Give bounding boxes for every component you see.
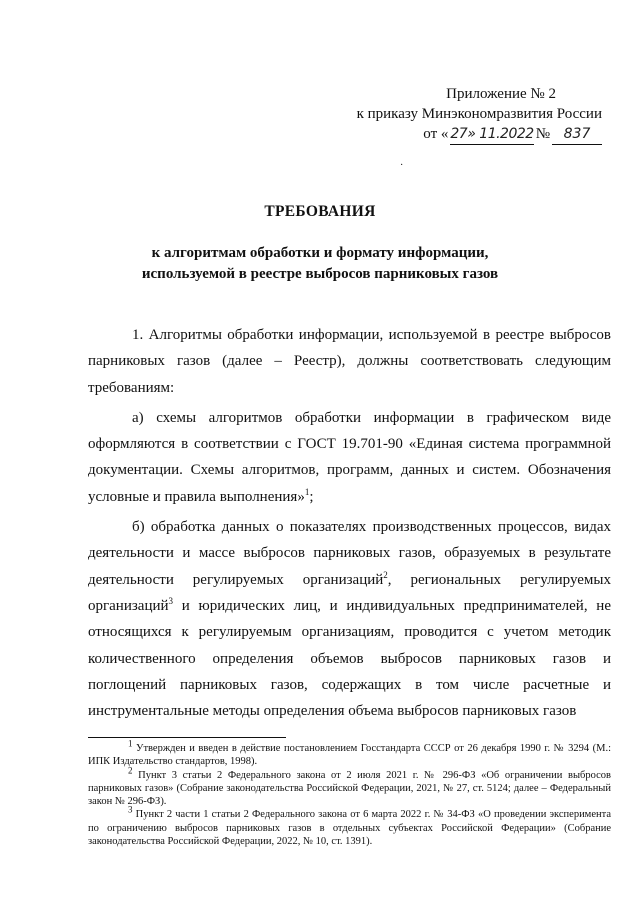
footnote-divider bbox=[88, 737, 286, 738]
paragraph-3: б) обработка данных о показателях производственных процессов, видах деятельности и массе выбросов парниковых газов, образуемых в результате деятельности регулируемых организаций$^2$, региональных регулируемых организаций$^3$ и юридических лиц, и индивидуальных предпринимателей, не относящихся к регулируемым организациям, проводится с учетом методик количественного определения объемов выбросов парниковых газов и поглощений парниковых газов, содержащих в том числе расчетные и инструментальные методы определения объема выбросов парниковых газов bbox=[88, 519, 611, 720]
handwritten-date: 27» 11.2022 bbox=[450, 124, 533, 145]
order-date-line bbox=[423, 124, 602, 145]
order-reference: к приказу Минэкономразвития России bbox=[356, 106, 602, 122]
document-title: ТРЕБОВАНИЯ bbox=[264, 203, 376, 220]
footnote-1: $^1$ Утвержден и введен в действие постановлением Госстандарта СССР от 26 декабря 1990 г. № 3294 (М.: ИПК Издательство стандартов, 1998). bbox=[88, 738, 611, 768]
document-subtitle bbox=[0, 243, 640, 285]
footnote-ref-1[interactable]: 1 bbox=[304, 486, 310, 497]
date-prefix: от « bbox=[423, 126, 449, 142]
number-label: № bbox=[535, 126, 550, 142]
stray-mark: · bbox=[400, 160, 404, 171]
paragraph-1: 1. Алгоритмы обработки информации, используемой в реестре выбросов парниковых газов (далее – Реестр), должны соответствовать следующим требованиям: bbox=[88, 327, 611, 396]
footnotes bbox=[88, 738, 611, 848]
appendix-header bbox=[357, 84, 602, 145]
subtitle-line-1: к алгоритмам обработки и формату информации, bbox=[151, 245, 489, 261]
footnote-2: $^2$ Пункт 3 статьи 2 Федерального закона от 2 июля 2021 г. № 296-ФЗ «Об ограничении выбросов парниковых газов» (Собрание законодательства Российской Федерации, 2021, № 27, ст. 5124; далее – Федеральный закон № 296-ФЗ). bbox=[88, 765, 611, 808]
handwritten-order-number: 837 bbox=[552, 124, 602, 145]
appendix-number: Приложение № 2 bbox=[446, 86, 556, 102]
footnote-3: $^3$ Пункт 2 части 1 статьи 2 Федерального закона от 6 марта 2022 г. № 34-ФЗ «О проведении эксперимента по ограничению выбросов парниковых газов в отдельных субъектах Российской Федерации» (Собрание законодательства Российской Федерации, 2022, № 10, ст. 1391). bbox=[88, 804, 611, 848]
body-text bbox=[88, 322, 611, 724]
paragraph-2: а) схемы алгоритмов обработки информации в графическом виде оформляются в соответствии с ГОСТ 19.701-90 «Единая система программной документации. Схемы алгоритмов, программ, данных и систем. Обозначения условные и правила выполнения»$^1$; bbox=[88, 409, 611, 505]
footnote-ref-2[interactable]: 2 bbox=[383, 569, 388, 580]
subtitle-line-2: используемой в реестре выбросов парниковых газов bbox=[141, 266, 499, 282]
footnote-ref-3[interactable]: 3 bbox=[168, 595, 174, 606]
